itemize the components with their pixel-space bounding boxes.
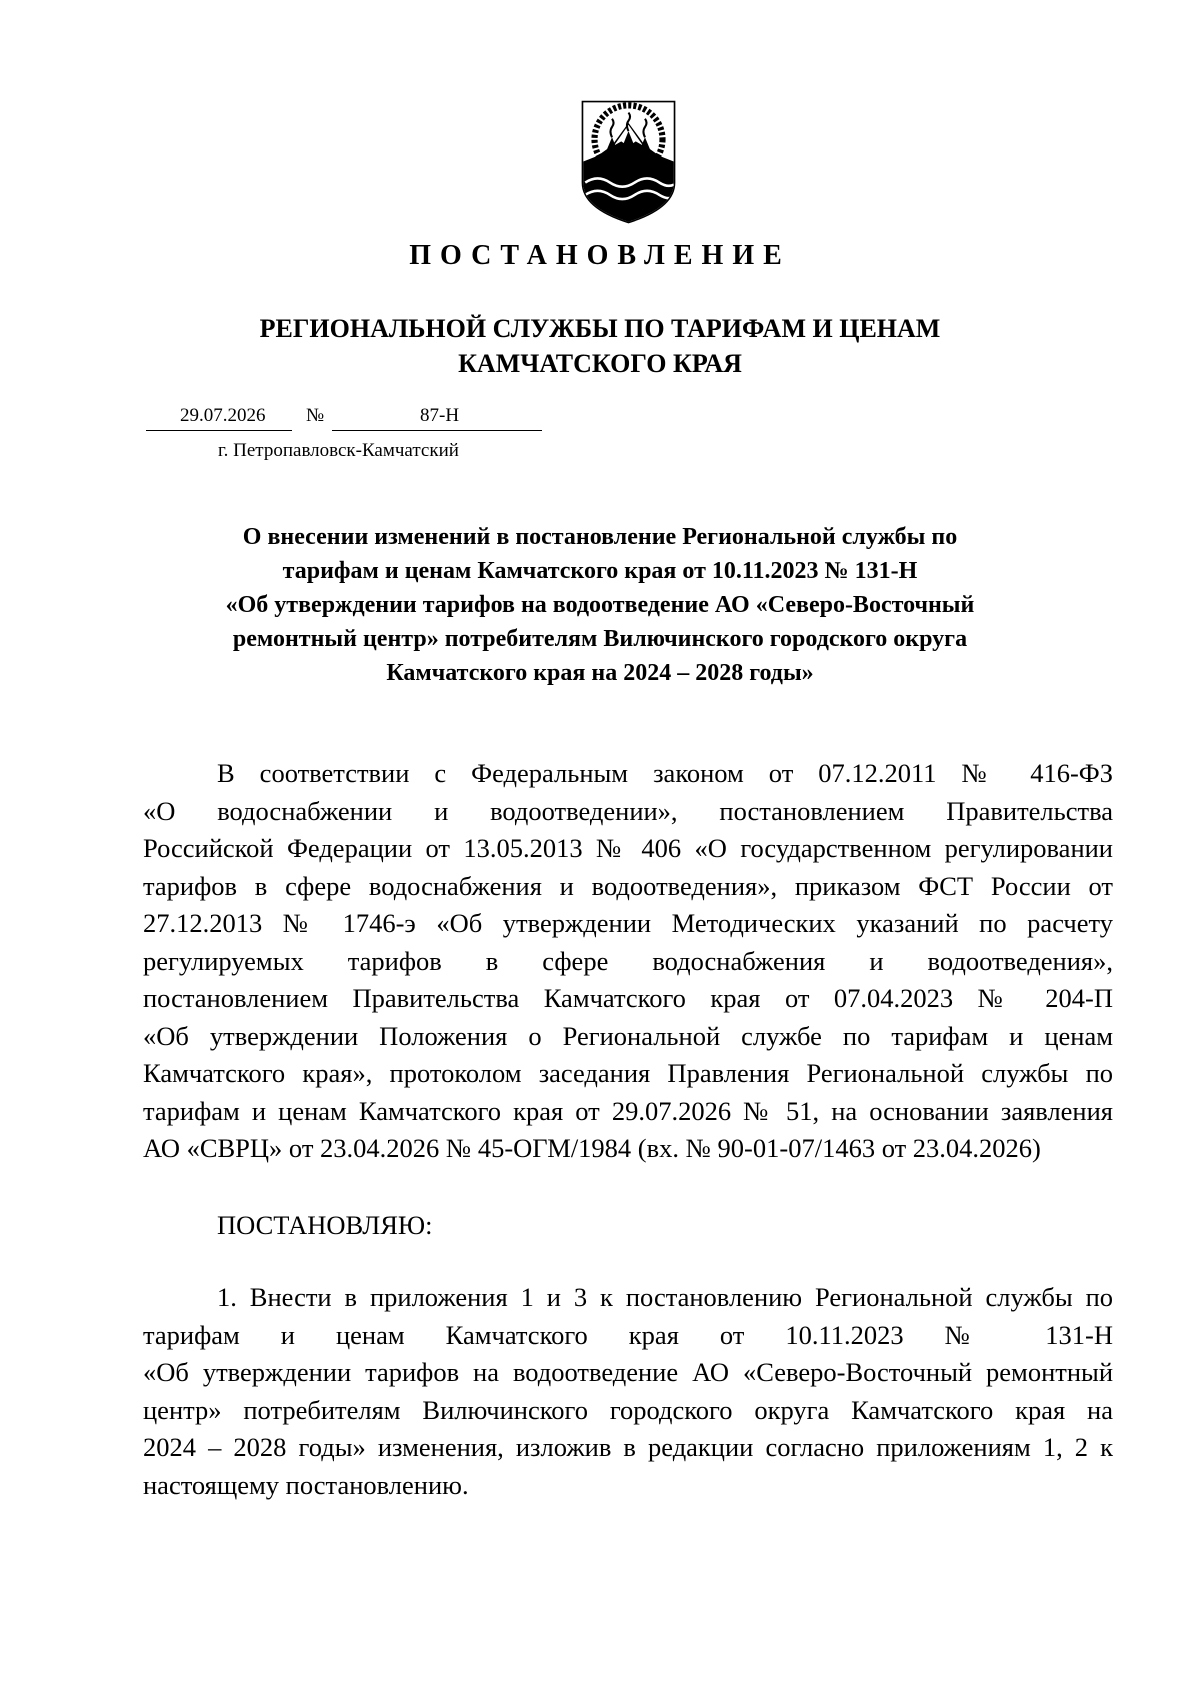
paragraph-line: регулируемых тарифов в сфере водоснабжения и водоотведения», [143,945,1113,976]
document-date: 29.07.2026 [180,405,266,426]
paragraph-line: настоящему постановлению. [143,1469,469,1500]
number-sign: № [306,405,325,426]
issuing-authority [0,311,1200,381]
paragraph-line: «Об утверждении Положения о Региональной службе по тарифам и ценам [143,1020,1113,1051]
authority-line: РЕГИОНАЛЬНОЙ СЛУЖБЫ ПО ТАРИФАМ И ЦЕНАМ [259,314,941,343]
resolve-heading [143,1207,1113,1245]
subject-line: ремонтный центр» потребителям Вилючинского городского округа [232,626,968,652]
authority-line: КАМЧАТСКОГО КРАЯ [458,349,742,378]
paragraph-line: Камчатского края», протоколом заседания Правления Региональной службы по [143,1058,1113,1088]
paragraph-line: постановлением Правительства Камчатского края от 07.04.2023 № 204-П [143,983,1113,1013]
paragraph-line: Российской Федерации от 13.05.2013 № 406 «О государственном регулировании [143,833,1113,863]
document-type-title: ПОСТАНОВЛЕНИЕ [409,240,791,271]
document-subject [150,520,1050,690]
kamchatka-coat-of-arms-icon [577,98,680,226]
subject-line: «Об утверждении тарифов на водоотведение АО «Северо-Восточный [225,592,975,618]
paragraph-line: 2024 – 2028 годы» изменения, изложив в редакции согласно приложениям 1, 2 к [143,1432,1113,1462]
resolve-word: ПОСТАНОВЛЯЮ: [217,1210,433,1240]
subject-line: тарифам и ценам Камчатского края от 10.11.2023 № 131-Н [282,558,918,584]
paragraph-line: В соответствии с Федеральным законом от 07.12.2011 № 416-ФЗ [217,758,1113,788]
subject-line: О внесении изменений в постановление Региональной службы по [242,524,958,550]
paragraph-line: «О водоснабжении и водоотведении», постановлением Правительства [143,795,1113,826]
paragraph-line: «Об утверждении тарифов на водоотведение АО «Северо-Восточный ремонтный [143,1357,1113,1387]
document-number: 87-Н [420,405,460,426]
paragraph-line: тарифам и ценам Камчатского края от 10.11.2023 № 131-Н [143,1319,1113,1350]
subject-line: Камчатского края на 2024 – 2028 годы» [386,660,814,686]
paragraph-line: тарифам и ценам Камчатского края от 29.07.2026 № 51, на основании заявления [143,1095,1113,1126]
item-1-paragraph [143,1279,1113,1504]
paragraph-line: 27.12.2013 № 1746-э «Об утверждении Методических указаний по расчету [143,908,1113,938]
paragraph-line: 1. Внести в приложения 1 и 3 к постановлению Региональной службы по [217,1282,1113,1312]
paragraph-line: тарифов в сфере водоснабжения и водоотведения», приказом ФСТ России от [143,870,1113,901]
place-of-issue: г. Петропавловск-Камчатский [218,440,459,461]
number-underline [332,430,542,431]
paragraph-line: АО «СВРЦ» от 23.04.2026 № 45-ОГМ/1984 (вх. № 90-01-07/1463 от 23.04.2026) [143,1133,1041,1163]
date-underline [146,430,292,431]
preamble-paragraph [143,755,1113,1168]
paragraph-line: центр» потребителям Вилючинского городского округа Камчатского края на [143,1394,1113,1425]
